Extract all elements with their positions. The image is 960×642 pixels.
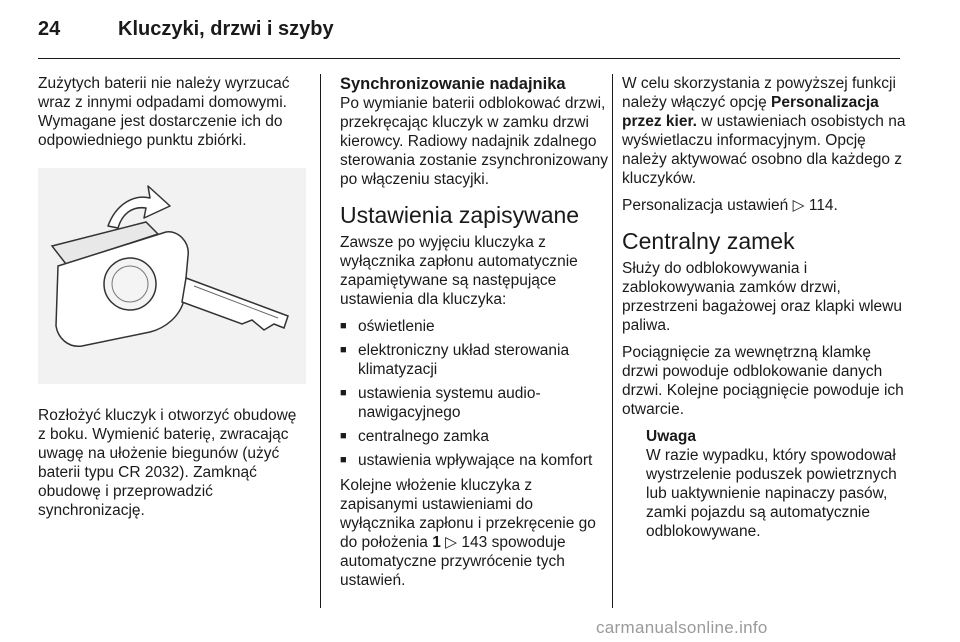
saved-settings-list (340, 317, 608, 470)
column-right (622, 74, 907, 541)
note-text: W razie wypadku, który spowodował wystrzelenie poduszek powietrznych lub uaktywnienie napinaczy pasów, zamki pojazdu są automatycznie odblokowywane. (646, 447, 897, 540)
cross-reference-icon[interactable]: ▷ (792, 197, 805, 214)
battery-disposal-text: Zużytych baterii nie należy wyrzucać wraz z innymi odpadami domowymi. Wymagane jest dostarczenie ich do odpowiedniego punktu zbiórki. (38, 75, 290, 149)
list-item: ■ elektroniczny układ sterowania klimatyzacji (340, 341, 608, 379)
page-reference[interactable]: 143 (461, 534, 488, 551)
column-middle (340, 74, 608, 598)
saved-settings-intro: Zawsze po wyjęciu kluczyka z wyłącznika zapłonu automatycznie zapamiętywane są następujące ustawienia dla kluczyka: (340, 234, 578, 308)
note-title: Uwaga (646, 428, 696, 445)
column-left (38, 74, 306, 528)
watermark: carmanualsonline.info (596, 618, 768, 637)
ignition-position: 1 (432, 534, 441, 551)
central-lock-heading: Centralny zamek (622, 228, 795, 254)
saved-settings-heading: Ustawienia zapisywane (340, 202, 580, 228)
key-battery-replacement-illustration (38, 168, 306, 384)
list-item: ■ ustawienia wpływające na komfort (340, 451, 608, 470)
page-header (38, 18, 900, 54)
page-title: Kluczyki, drzwi i szyby (118, 18, 334, 40)
personalization-label: Personalizacja ustawień (622, 197, 789, 214)
personalization-text (622, 74, 907, 188)
personalization-text-start: W celu skorzystania z powyższej funkcji należy włączyć opcję (622, 75, 896, 111)
restore-settings-text (340, 476, 608, 590)
personalization-option: Personalizacja przez kier. (622, 94, 879, 130)
column-divider-1 (320, 74, 321, 608)
list-item: ■ ustawienia systemu audio-nawigacyjnego (340, 384, 608, 422)
list-item: ■ centralnego zamka (340, 427, 608, 446)
cross-reference-icon[interactable]: ▷ (445, 534, 458, 551)
page-reference[interactable]: 114. (808, 197, 838, 214)
sync-text: Po wymianie baterii odblokować drzwi, przekręcając kluczyk w zamku drzwi kierowcy. Radiowy nadajnik zdalnego sterowania zostanie zsynchronizowany po włączeniu stacyjki. (340, 95, 608, 188)
page-number: 24 (38, 18, 61, 40)
personalization-reference (622, 196, 907, 215)
sync-heading: Synchronizowanie nadajnika (340, 75, 566, 93)
restore-text-end: spowoduje automatyczne przywrócenie tych ustawień. (340, 534, 566, 589)
restore-text-start: Kolejne włożenie kluczyka z zapisanymi ustawieniami do wyłącznika zapłonu i przekręcenie go do położenia (340, 477, 596, 551)
key-battery-figure (38, 168, 306, 384)
list-item: ■ oświetlenie (340, 317, 608, 336)
central-lock-text-1: Służy do odblokowywania i zablokowywania zamków drzwi, przestrzeni bagażowej oraz klapki wlewu paliwa. (622, 260, 902, 334)
header-divider (38, 58, 900, 59)
battery-replacement-text: Rozłożyć kluczyk i otworzyć obudowę z boku. Wymienić baterię, zwracając uwagę na ułożenie biegunów (użyć baterii typu CR 2032). Zamknąć obudowę i przeprowadzić synchronizację. (38, 407, 297, 519)
column-divider-2 (612, 74, 613, 608)
note-box (646, 427, 907, 541)
personalization-text-end: w ustawieniach osobistych na wyświetlaczu informacyjnym. Opcję należy aktywować osobno dla każdego z kluczyków. (622, 113, 906, 187)
central-lock-text-2: Pociągnięcie za wewnętrzną klamkę drzwi powoduje odblokowanie danych drzwi. Kolejne pociągnięcie powoduje ich otwarcie. (622, 344, 904, 418)
